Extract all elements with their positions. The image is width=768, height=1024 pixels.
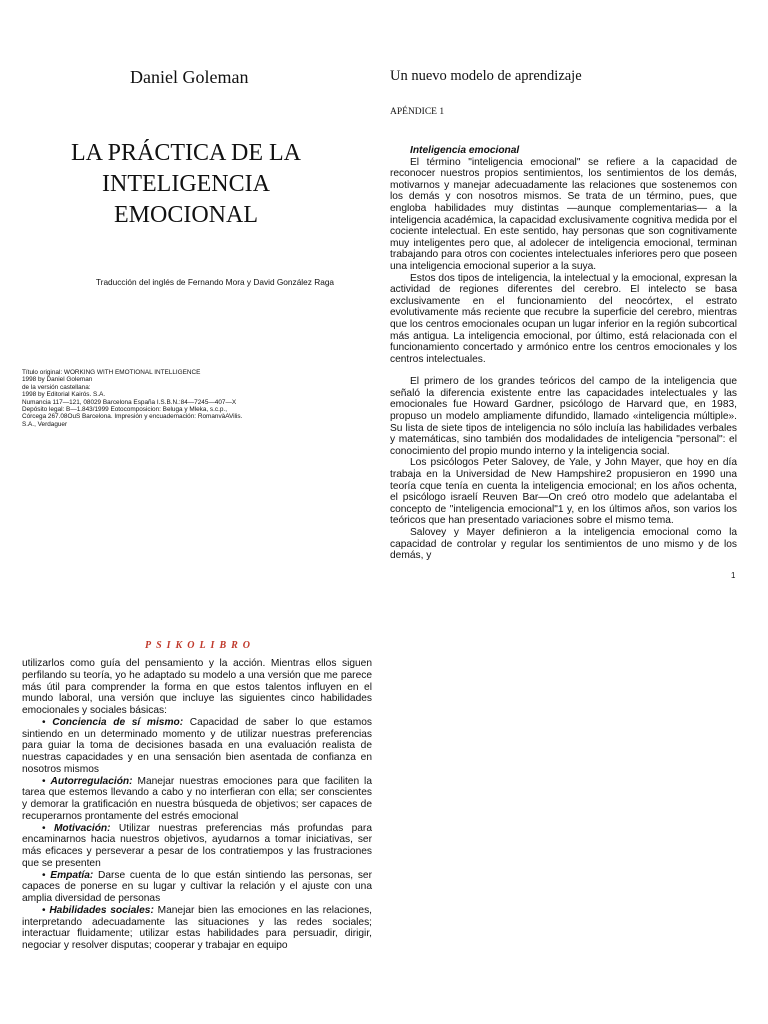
credit-line: Título original: WORKING WITH EMOTIONAL INTELLIGENCE xyxy=(22,369,201,376)
credit-line: Numancia 117—121, 08029 Barcelona España I.S.B.N.:84—7245—407—X xyxy=(22,398,237,406)
skill-item: • Habilidades sociales: Manejar bien las emociones en las relaciones, interpretando adecuadamente las situaciones y las redes sociales; interactuar fluidamente; utilizar estas habilidades para persuadir, dirigir, negociar y resolver disputas; cooperar y trabajar en equipo xyxy=(22,904,372,951)
credit-line: de la versión castellana: xyxy=(22,383,91,391)
paragraph: El primero de los grandes teóricos del campo de la inteligencia que señaló la diferencia existente entre las capacidades intelectuales y las emocionales fue Howard Gardner, psicólogo de Harvard que, en 1983, propuso un modelo ampliamente difundido, llamado «inteligencia múltiple». Su lista de siete tipos de inteligencia no sólo incluía las habilidades verbales y matemáticas, sino también dos modalidades de inteligencia "personal": el conocimiento del propio mundo interno y la inteligencia social. xyxy=(390,376,737,457)
book-title xyxy=(40,138,332,231)
bottom-column-text xyxy=(22,658,372,952)
author-name: Daniel Goleman xyxy=(130,67,249,87)
credit-line: S.A., Verdaguer xyxy=(22,420,68,428)
paragraph: Los psicólogos Peter Salovey, de Yale, y John Mayer, que hoy en día trabaja en la Universidad de New Hampshire2 propusieron en 1990 una teoría cque tenía en cuenta la inteligencia emocional; en los años ochenta, el psicólogo israelí Reuven Bar—On creó otro modelo que adelantaba el concepto de "inteligencia emocional"1 y, en los últimos años, son varios los teóricos que han presentado variaciones sobre el mismo tema. xyxy=(390,457,737,527)
skill-term: Conciencia de sí mismo: xyxy=(52,716,184,728)
skill-term: Habilidades sociales: xyxy=(49,904,154,916)
paragraph: El término "inteligencia emocional" se refiere a la capacidad de reconocer nuestros propios sentimientos, los sentimientos de los demás, motivarnos y manejar adecuadamente las relaciones que sostenemos con los demás y con nosotros mismos. Se trata de un término, pues, que engloba habilidades muy distintas —aunque complementarias— a la inteligencia académica, la capacidad exclusivamente cognitiva medida por el cociente intelectual. En este sentido, hay personas que son cognitivamente muy inteligentes pero que, al adolecer de inteligencia emocional, terminan trabajando para otros con cocientes intelectuales inferiores pero que poseen una inteligencia emocional superior a la suya. xyxy=(390,156,737,272)
book-title-line: EMOCIONAL xyxy=(114,202,258,228)
copyright-credits xyxy=(22,369,332,428)
skill-item: • Conciencia de sí mismo: Capacidad de saber lo que estamos sintiendo en un determinado momento y de utilizar nuestras preferencias para guiar la toma de decisiones basada en una evaluación realista de nuestras capacidades y en una sensación bien asentada de confianza en nosotros mismos xyxy=(22,716,372,775)
right-column-text xyxy=(390,145,737,562)
skill-term: Autorregulación: xyxy=(50,775,133,787)
credit-line: 1998 by Daniel Goleman xyxy=(22,376,93,384)
psikolibro-logo: PSIKOLIBRO xyxy=(144,640,255,651)
book-title-line: INTELIGENCIA xyxy=(102,171,270,197)
section-heading: Inteligencia emocional xyxy=(410,145,520,156)
section-title: Un nuevo modelo de aprendizaje xyxy=(390,68,582,84)
book-title-line: LA PRÁCTICA DE LA xyxy=(70,140,301,166)
credit-line: 1998 by Editorial Kairós. S.A. xyxy=(22,391,106,399)
page-number: 1 xyxy=(731,571,736,580)
skill-item: • Empatía: Darse cuenta de lo que están sintiendo las personas, ser capaces de ponerse en su lugar y cultivar la relación y el ajuste con una amplia diversidad de personas xyxy=(22,869,372,904)
skill-item: • Autorregulación: Manejar nuestras emociones para que faciliten la tarea que estemos llevando a cabo y no interfieran con ella; ser conscientes y demorar la gratificación en nuestra búsqueda de objetivos; ser capaces de recuperarnos prontamente del estrés emocional xyxy=(22,775,372,822)
paragraph: Estos dos tipos de inteligencia, la intelectual y la emocional, expresan la actividad de regiones diferentes del cerebro. El intelecto se basa exclusivamente en el funcionamiento del neocórtex, el estrato evolutivamente más reciente que recubre la superficie del cerebro, mientras que los centros emocionales ocupan un lugar inferior en la región subcortical más antigua. La inteligencia emocional, por último, está relacionada con el funcionamiento concertado y armónico entre los centros emocionales y los centros intelectuales. xyxy=(390,272,737,365)
skill-term: Empatía: xyxy=(50,869,94,881)
translation-credit: Traducción del inglés de Fernando Mora y David González Raga xyxy=(95,277,335,287)
skill-text: Utilizar nuestras preferencias más profundas para encaminarnos hacia nuestros objetivos, ayudarnos a tomar iniciativas, ser más eficaces y perseverar a pesar de los contratiempos y las frustraciones que se presenten xyxy=(22,822,372,869)
skill-text: Capacidad de saber lo que estamos sintiendo en un determinado momento y de utilizar nuestras preferencias para guiar la toma de decisiones basada en una evaluación realista de nuestras capacidades y en una sensación bien asentada de confianza en nosotros mismos xyxy=(22,716,372,775)
skill-item: • Motivación: Utilizar nuestras preferencias más profundas para encaminarnos hacia nuestros objetivos, ayudarnos a tomar iniciativas, ser más eficaces y perseverar a pesar de los contratiempos y las frustraciones que se presenten xyxy=(22,822,372,869)
skill-text: Manejar bien las emociones en las relaciones, interpretando adecuadamente las situaciones y las redes sociales; interactuar fluidamente; utilizar estas habilidades para persuadir, dirigir, negociar y resolver disputas; cooperar y trabajar en equipo xyxy=(22,904,372,951)
skill-text: Manejar nuestras emociones para que faciliten la tarea que estemos llevando a cabo y no interfieran con ella; ser conscientes y demorar la gratificación en nuestra búsqueda de objetivos; ser capaces de recuperarnos prontamente del estrés emocional xyxy=(22,775,372,822)
paragraph: Salovey y Mayer definieron a la inteligencia emocional como la capacidad de controlar y regular los sentimientos de uno mismo y de los demás, y xyxy=(390,527,737,562)
appendix-label: APÉNDICE 1 xyxy=(390,107,445,117)
credit-line: Depósito legal: B—1.843/1999 Eotocomposicion: Beluga y Mleka, s.c.p., xyxy=(22,406,227,414)
paragraph: utilizarlos como guía del pensamiento y la acción. Mientras ellos siguen perfilando su teoría, yo he adaptado su modelo a una versión que me parece más útil para comprender la forma en que estos talentos influyen en el mundo laboral, una versión que incluye las siguientes cinco habilidades emocionales y sociales básicas: xyxy=(22,658,372,716)
skill-text: Darse cuenta de lo que están sintiendo las personas, ser capaces de ponerse en su lugar y cultivar la relación y el ajuste con una amplia diversidad de personas xyxy=(22,869,372,904)
skill-term: Motivación: xyxy=(53,822,111,834)
credit-line: Córcega 267.08OuS Barcelona. Impresión y encuademación: RomanvàAVilis. xyxy=(22,413,243,421)
